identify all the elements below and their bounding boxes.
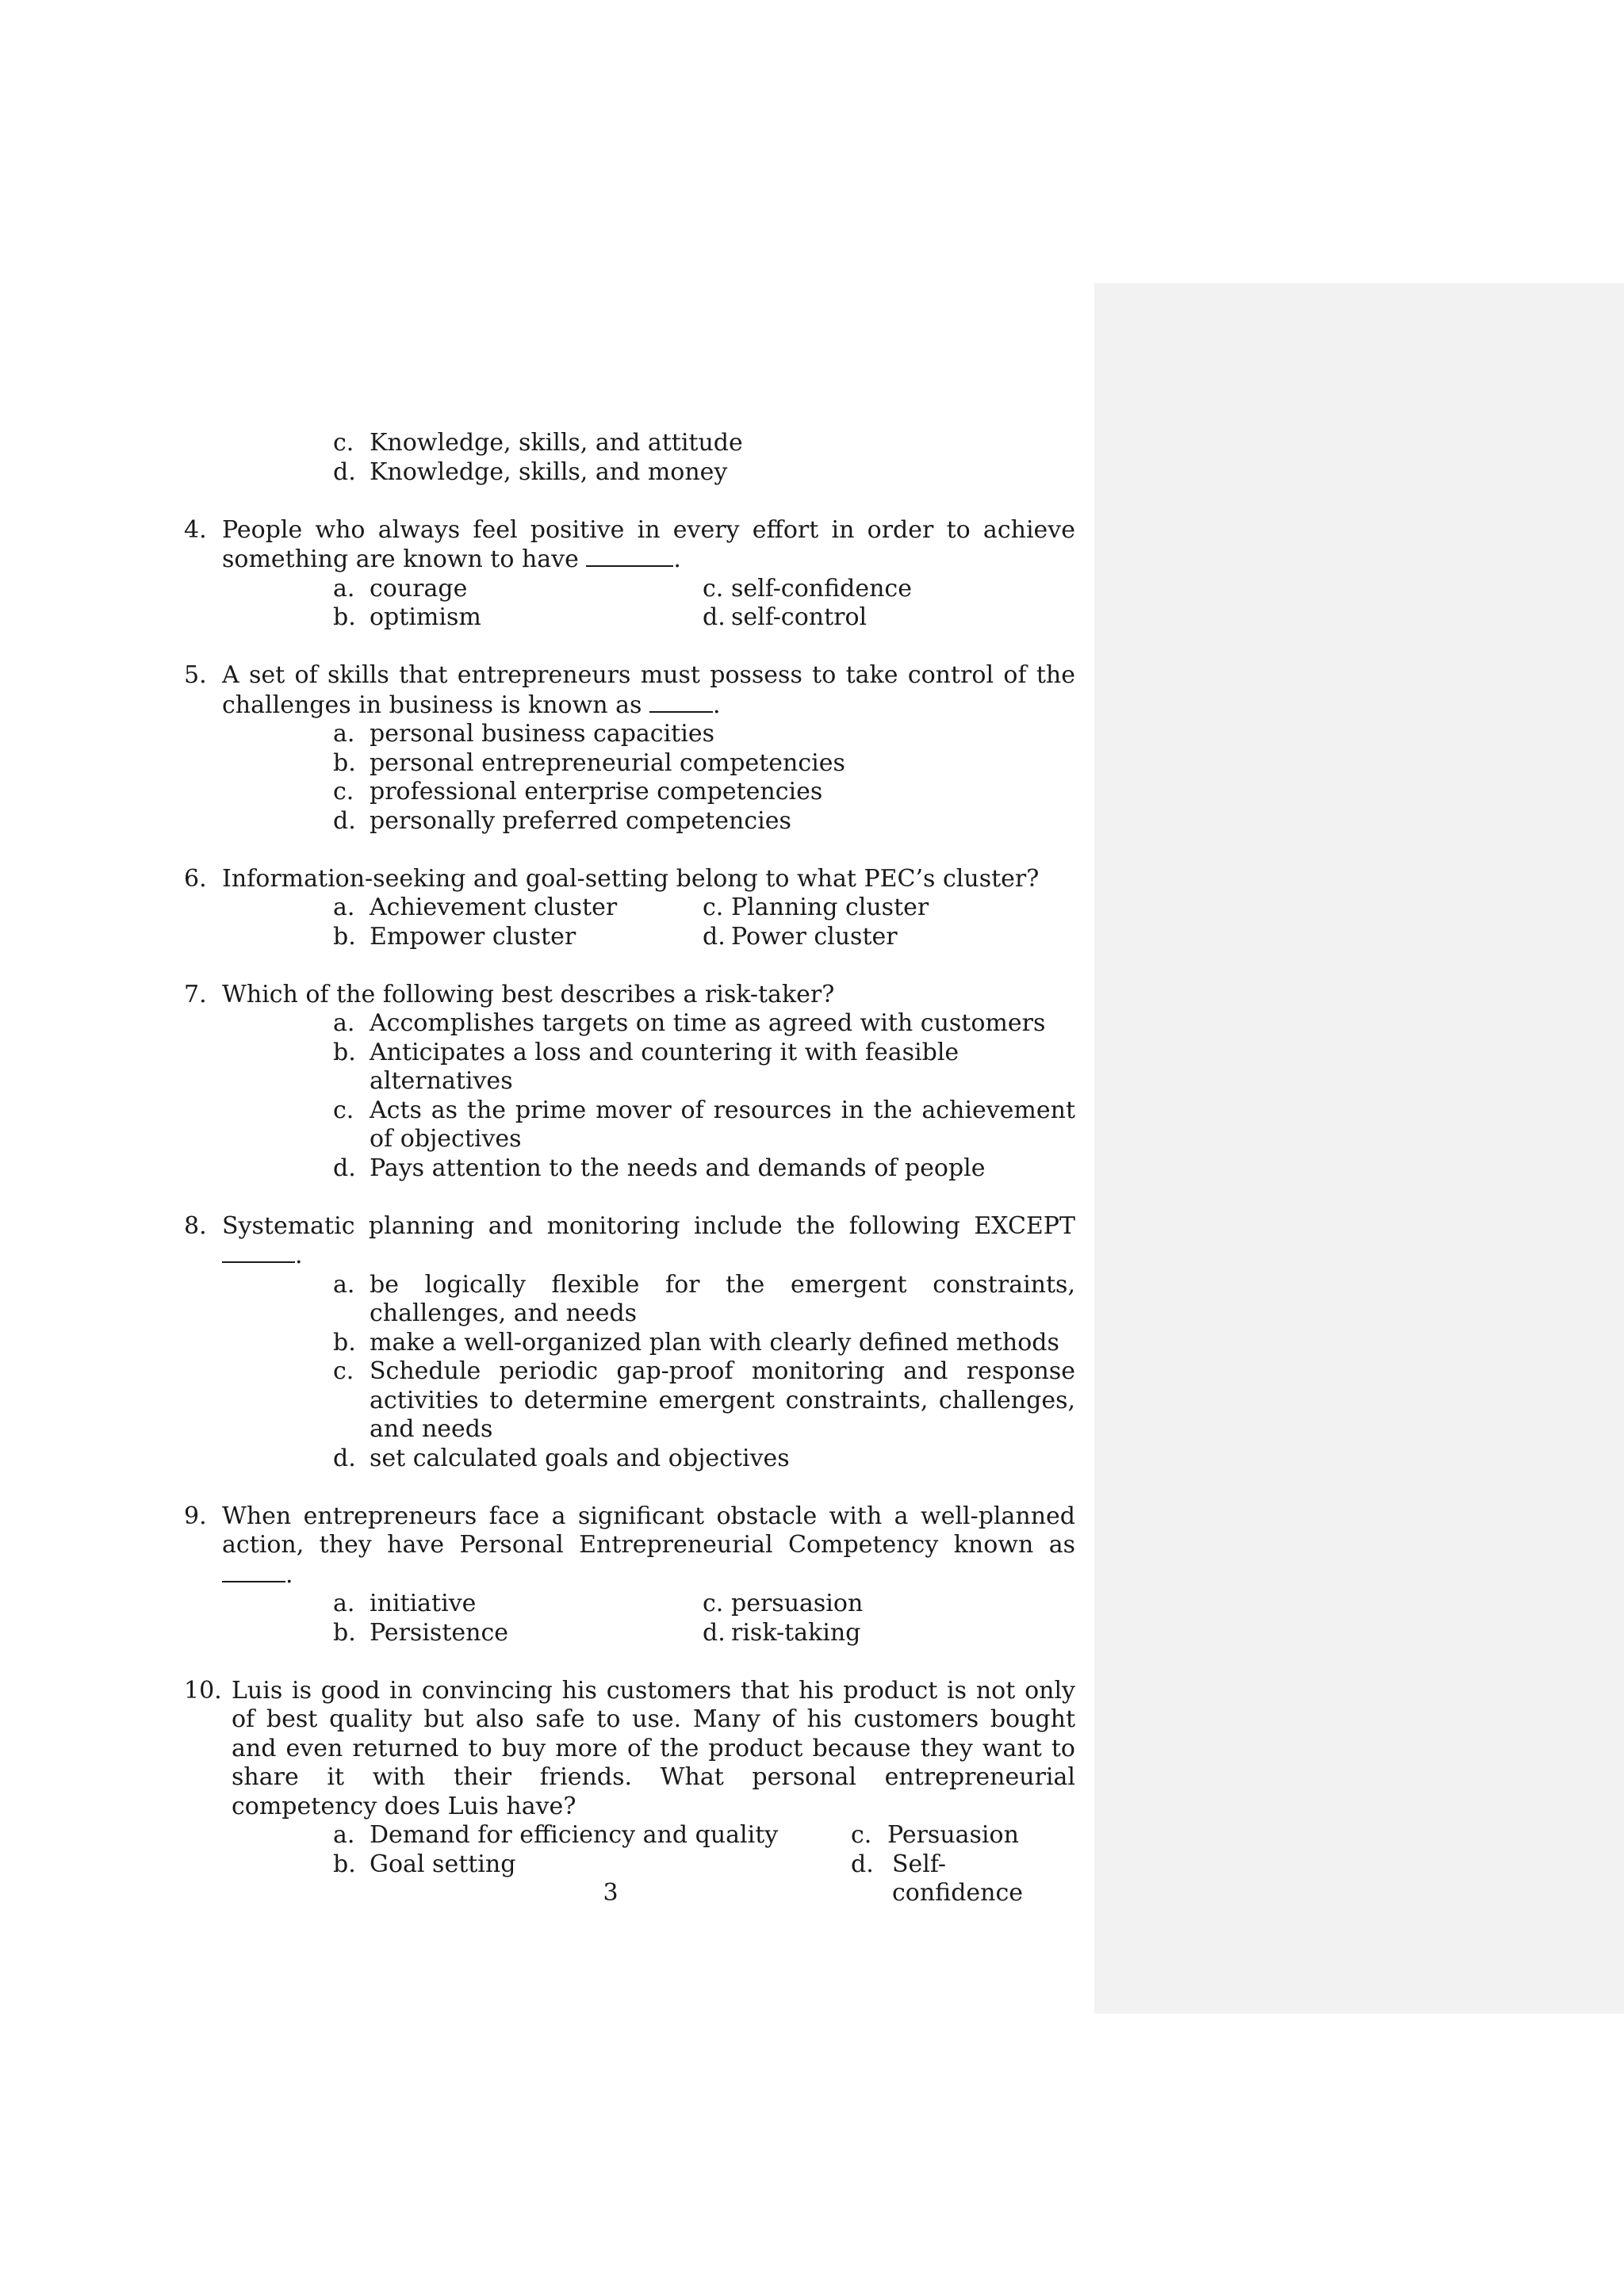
option-c: c. Knowledge, skills, and attitude [333,429,743,457]
question-stem: Which of the following best describes a risk-taker? [222,980,835,1008]
page-number: 3 [603,1879,619,1907]
question-5 [184,661,1075,836]
question-7 [184,981,1075,1184]
option-d: d. set calculated goals and objectives [333,1444,790,1472]
question-stem: Luis is good in convincing his customers that his product is not only of best quality but also safe to use. Many of his customers bought and even returned to buy more of the product because they want to share it with their friends. What personal entrepreneurial competency does Luis have? [232,1676,1075,1820]
question-6 [184,865,1075,952]
option-c: c. Acts as the prime mover of resources in the achievement of objectives [333,1096,1075,1153]
question-3-continued [184,429,1075,487]
option-b: b. Goal setting [333,1850,516,1878]
option-d: d. Power cluster [703,922,898,951]
option-b: b. make a well-organized plan with clearly defined methods [333,1328,1059,1357]
answer-blank [222,1241,295,1263]
option-c: c. persuasion [703,1590,864,1617]
option-b: b. optimism [333,603,481,631]
question-stem: People who always feel positive in every effort in order to achieve something are known to have . [222,515,1075,573]
question-list [184,429,1075,1937]
option-d: d. Pays attention to the needs and demands of people [333,1154,986,1182]
question-number: 7. [184,980,207,1008]
option-d: d. Self-confidence [851,1850,1024,1907]
question-number: 8. [184,1211,207,1240]
question-number: 10. [184,1676,222,1705]
answer-blank [649,691,713,713]
question-9 [184,1502,1075,1648]
question-number: 5. [184,661,207,689]
option-b: b. Anticipates a loss and countering it with feasible alternatives [333,1038,959,1095]
question-stem: A set of skills that entrepreneurs must possess to take control of the challenges in business is known as . [222,661,1075,719]
option-b: b. Persistence [333,1618,509,1647]
option-a: a. initiative [333,1590,477,1617]
option-a: a. personal business capacities [333,720,714,748]
question-number: 4. [184,515,207,544]
option-d: d. Knowledge, skills, and money [333,457,728,486]
question-stem: Information-seeking and goal-setting belong to what PEC’s cluster? [222,864,1040,893]
option-c: c. Persuasion [851,1821,1019,1849]
comment-pane [1094,283,1624,2014]
answer-blank [586,545,673,567]
option-a: a. courage [333,574,468,603]
answer-blank [222,1560,285,1582]
option-c: c. Planning cluster [703,894,929,921]
option-d: d. risk-taking [703,1618,861,1647]
question-number: 6. [184,864,207,893]
option-c: c. Schedule periodic gap-proof monitoring and response activities to determine emergent constraints, challenges, and needs [333,1357,1075,1443]
option-a: a. be logically flexible for the emergent constraints, challenges, and needs [333,1270,1075,1327]
question-number: 9. [184,1502,207,1530]
question-stem: Systematic planning and monitoring include the following EXCEPT . [222,1211,1075,1269]
question-stem: When entrepreneurs face a significant obstacle with a well-planned action, they have Personal Entrepreneurial Competency known as . [222,1502,1075,1589]
question-4 [184,516,1075,633]
option-b: b. Empower cluster [333,922,576,951]
question-8 [184,1212,1075,1474]
option-a: a. Achievement cluster [333,894,618,921]
option-d: d. personally preferred competencies [333,806,791,835]
option-a: a. Accomplishes targets on time as agreed with customers [333,1009,1046,1037]
option-c: c. professional enterprise competencies [333,778,823,806]
option-a: a. Demand for efficiency and quality [333,1821,779,1849]
option-d: d. self-control [703,603,868,631]
option-b: b. personal entrepreneurial competencies [333,748,845,777]
option-c: c. self-confidence [703,574,912,603]
question-10 [184,1677,1075,1908]
